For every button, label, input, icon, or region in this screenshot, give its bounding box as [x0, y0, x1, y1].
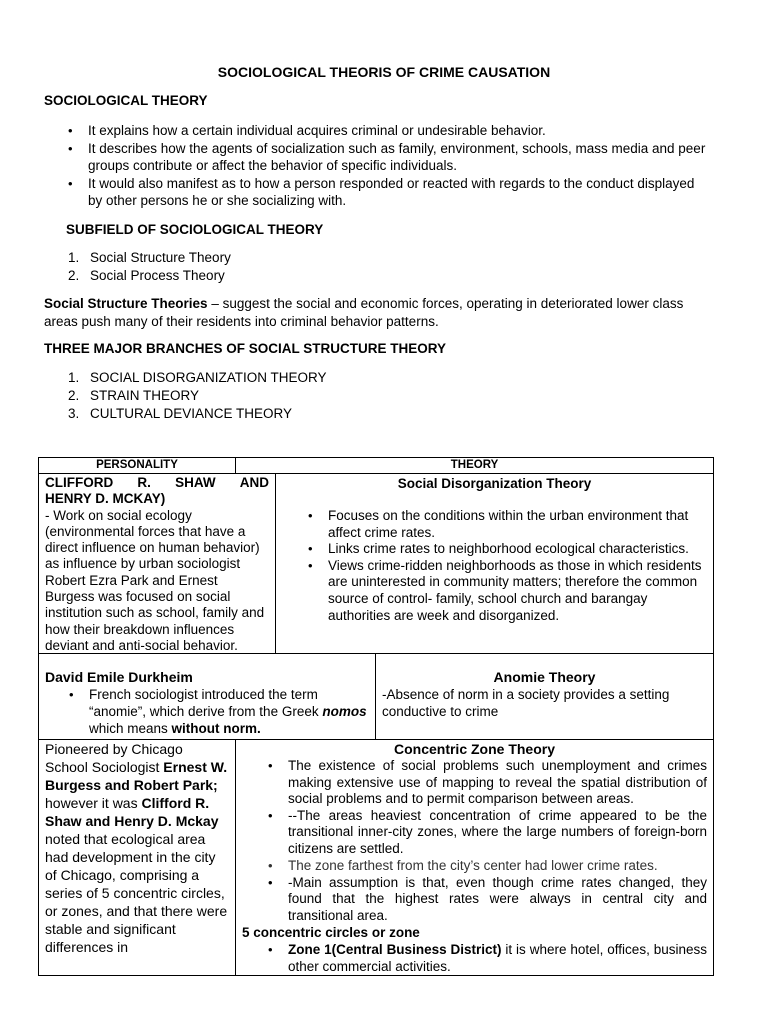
- sociological-theory-heading: SOCIOLOGICAL THEORY: [44, 93, 208, 108]
- bullet-item: [67, 686, 369, 737]
- bullet-item: • It explains how a certain individual acquires criminal or undesirable behavior.: [66, 122, 706, 139]
- bullet-item: • Links crime rates to neighborhood ecological characteristics.: [306, 541, 707, 558]
- list-item: 2. Social Process Theory: [68, 268, 225, 283]
- bullet-text: which means: [89, 721, 172, 736]
- person-name-part: CLIFFORD: [45, 475, 114, 490]
- list-item-label: STRAIN THEORY: [90, 388, 200, 403]
- person-name-part: AND: [239, 475, 269, 490]
- row2-theory-cell: [376, 654, 713, 740]
- paragraph-text: however it was: [45, 795, 142, 811]
- row3-theory-bullets: [266, 758, 707, 924]
- bullet-item: • It describes how the agents of socialization such as family, environment, schools, mass media and peer groups contribute or affect the behavior of specific individuals.: [66, 140, 706, 174]
- list-item-label: CULTURAL DEVIANCE THEORY: [90, 406, 293, 421]
- theory-title: Concentric Zone Theory: [393, 741, 556, 757]
- column-header-personality: PERSONALITY: [39, 458, 236, 474]
- bullet-item: • The existence of social problems such unemployment and crimes making extensive use of mapping to reveal the spatial distribution of social problems and to permit comparison between areas.: [266, 758, 707, 808]
- bullet-item: • It would also manifest as to how a person responded or reacted with regards to the conduct displayed by other persons he or she socializing with.: [66, 175, 706, 209]
- paragraph-text: noted that ecological area had development in the city of Chicago, comprising a series of 5 concentric circles, or zones, and that there were stable and significant differences in: [45, 831, 228, 955]
- zone-item: [266, 942, 707, 975]
- row1-theory-bullets: [306, 508, 707, 624]
- theory-table: [38, 457, 714, 976]
- row1-person-names: [45, 475, 269, 491]
- person-name: David Emile Durkheim: [45, 669, 193, 685]
- row2-personality-cell: [39, 654, 376, 740]
- branches-list: [68, 369, 327, 423]
- column-header-theory: THEORY: [236, 458, 713, 474]
- bullet-emphasis: without norm.: [171, 721, 261, 736]
- list-item: 1. SOCIAL DISORGANIZATION THEORY: [68, 370, 327, 385]
- zone-description: it is where hotel, offices, business other commercial activities.: [288, 942, 707, 974]
- bullet-term: nomos: [322, 704, 367, 719]
- row1-theory-cell: [276, 474, 713, 654]
- social-structure-definition: [44, 295, 714, 331]
- list-item-label: Social Process Theory: [90, 268, 225, 283]
- person-name: HENRY D. MCKAY): [45, 491, 166, 507]
- document-title: SOCIOLOGICAL THEORIS OF CRIME CAUSATION: [217, 64, 551, 80]
- person-name: Ernest W. Burgess and Robert Park;: [45, 759, 228, 793]
- bullet-text: French sociologist introduced the term “anomie”, which derive from the Greek: [89, 687, 323, 719]
- row3-theory-cell: [236, 740, 713, 975]
- row1-personality-cell: [39, 474, 276, 654]
- subfield-heading: SUBFIELD OF SOCIOLOGICAL THEORY: [66, 222, 324, 237]
- subfield-list: [68, 249, 231, 285]
- bullet-item: • -Main assumption is that, even though crime rates changed, they found that the highest rates were always in central city and transitional area.: [266, 875, 707, 925]
- definition-term: Social Structure Theories: [44, 296, 208, 311]
- bullet-item: • Focuses on the conditions within the urban environment that affect crime rates.: [306, 508, 707, 541]
- zone-title: Zone 1(Central Business District): [288, 942, 502, 957]
- paragraph-text: Pioneered by Chicago School Sociologist: [45, 741, 183, 775]
- list-item-label: Social Structure Theory: [90, 250, 231, 265]
- bullet-item: • --The areas heaviest concentration of crime appeared to be the transitional inner-city zones, where the large numbers of foreign-born citizens are settled.: [266, 808, 707, 858]
- theory-title: Social Disorganization Theory: [397, 476, 592, 491]
- row1-personality-description: - Work on social ecology (environmental forces that have a direct influence on human behavior) as influence by urban sociologist Robert Ezra Park and Ernest Burgess was focused on social institution such as school, family and how their breakdown influences deviant and anti-social behavior.: [45, 507, 265, 653]
- branches-heading: THREE MAJOR BRANCHES OF SOCIAL STRUCTURE THEORY: [44, 341, 447, 356]
- bullet-item: • Views crime-ridden neighborhoods as those in which residents are uninterested in community matters; therefore the common source of control- family, school church and barangay authorities are week and disorganized.: [306, 558, 707, 624]
- person-name-part: R.: [137, 475, 151, 490]
- person-name: Clifford R. Shaw and Henry D. Mckay: [45, 795, 219, 829]
- person-name-part: SHAW: [175, 475, 216, 490]
- zones-list: [266, 942, 707, 975]
- definition-text: – suggest the social and economic forces, operating in deteriorated lower class areas push many of their residents into criminal behavior patterns.: [44, 296, 684, 329]
- sociological-theory-bullets: [66, 122, 706, 209]
- list-item: 1. Social Structure Theory: [68, 250, 231, 265]
- list-item-label: SOCIAL DISORGANIZATION THEORY: [90, 370, 327, 385]
- row2-personality-bullets: [67, 686, 369, 737]
- list-item: 2. STRAIN THEORY: [68, 388, 200, 403]
- theory-title: Anomie Theory: [493, 669, 596, 685]
- bullet-item: • The zone farthest from the city’s center had lower crime rates.: [266, 858, 707, 875]
- list-item: 3. CULTURAL DEVIANCE THEORY: [68, 406, 293, 421]
- row3-personality-cell: [39, 740, 236, 975]
- row2-theory-description: -Absence of norm in a society provides a setting conductive to crime: [382, 687, 670, 719]
- zones-heading: 5 concentric circles or zone: [242, 925, 420, 940]
